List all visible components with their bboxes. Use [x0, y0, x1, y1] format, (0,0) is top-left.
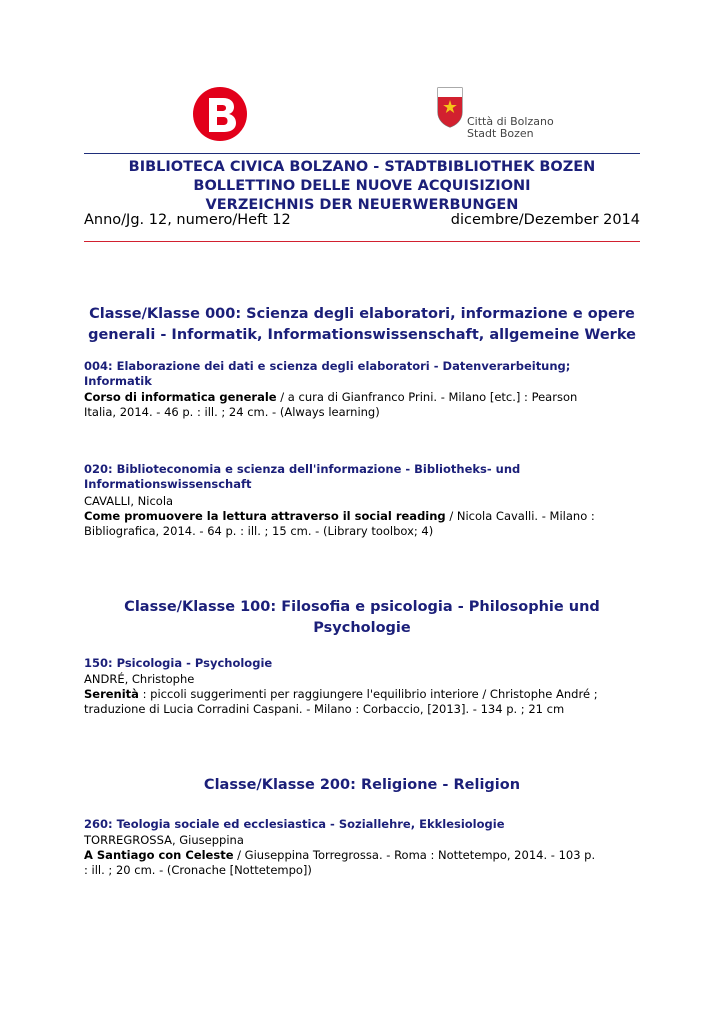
biblioteca-b-logo: [192, 86, 248, 142]
entry-author: CAVALLI, Nicola: [84, 494, 174, 508]
entry-details: : piccoli suggerimenti per raggiungere l'equilibrio interiore / Christophe André ;: [138, 687, 598, 701]
entry-author: ANDRÉ, Christophe: [84, 672, 195, 686]
section-heading-020: 020: Biblioteconomia e scienza dell'informazione - Bibliotheks- und Informationswissenschaft: [84, 462, 521, 491]
catalog-entry: [84, 672, 640, 717]
masthead-line-1: BIBLIOTECA CIVICA BOLZANO - STADTBIBLIOTHEK BOZEN: [128, 159, 596, 175]
citta-di-bolzano-logo: [436, 86, 576, 138]
entry-author: TORREGROSSA, Giuseppina: [84, 833, 244, 847]
header-bottom-rule: [84, 241, 640, 242]
masthead-line-2: BOLLETTINO DELLE NUOVE ACQUISIZIONI: [193, 178, 531, 194]
entry-details: Bibliografica, 2014. - 64 p. : ill. ; 15 cm. - (Library toolbox; 4): [84, 524, 434, 538]
section-heading-004: 004: Elaborazione dei dati e scienza degli elaboratori - Datenverarbeitung; Informatik: [84, 359, 571, 388]
catalog-entry: [84, 390, 640, 420]
class-heading-200: Classe/Klasse 200: Religione - Religion: [203, 777, 521, 793]
city-name: [467, 116, 554, 140]
bolzano-shield-icon: [436, 86, 464, 128]
catalog-entry: [84, 494, 640, 539]
issue-info: [84, 210, 640, 230]
catalog-entry: [84, 833, 640, 878]
masthead: [84, 158, 640, 215]
issue-date: dicembre/Dezember 2014: [450, 212, 640, 228]
city-name-line1: Città di Bolzano: [467, 115, 554, 128]
entry-details: Italia, 2014. - 46 p. : ill. ; 24 cm. - (Always learning): [84, 405, 380, 419]
entry-details: / a cura di Gianfranco Prini. - Milano [etc.] : Pearson: [276, 390, 578, 404]
class-heading-000: Classe/Klasse 000: Scienza degli elaboratori, informazione e opere generali - Informatik, Informationswissenschaft, allgemeine Werke: [88, 306, 636, 343]
header-top-rule: [84, 153, 640, 154]
entry-title: Serenità: [84, 687, 139, 701]
class-heading-100: Classe/Klasse 100: Filosofia e psicologia - Philosophie und Psychologie: [124, 599, 600, 636]
entry-details: / Nicola Cavalli. - Milano :: [445, 509, 595, 523]
city-name-line2: Stadt Bozen: [467, 127, 534, 140]
issue-number: Anno/Jg. 12, numero/Heft 12: [84, 212, 291, 228]
entry-title: Come promuovere la lettura attraverso il social reading: [84, 509, 446, 523]
masthead-line-3: VERZEICHNIS DER NEUERWERBUNGEN: [205, 197, 519, 213]
entry-title: A Santiago con Celeste: [84, 848, 234, 862]
entry-details: / Giuseppina Torregrossa. - Roma : Nottetempo, 2014. - 103 p.: [233, 848, 596, 862]
section-heading-150: 150: Psicologia - Psychologie: [84, 656, 273, 670]
entry-details: traduzione di Lucia Corradini Caspani. - Milano : Corbaccio, [2013]. - 134 p. ; 21 cm: [84, 702, 565, 716]
entry-details: : ill. ; 20 cm. - (Cronache [Nottetempo]): [84, 863, 312, 877]
entry-title: Corso di informatica generale: [84, 390, 277, 404]
section-heading-260: 260: Teologia sociale ed ecclesiastica - Soziallehre, Ekklesiologie: [84, 817, 505, 831]
